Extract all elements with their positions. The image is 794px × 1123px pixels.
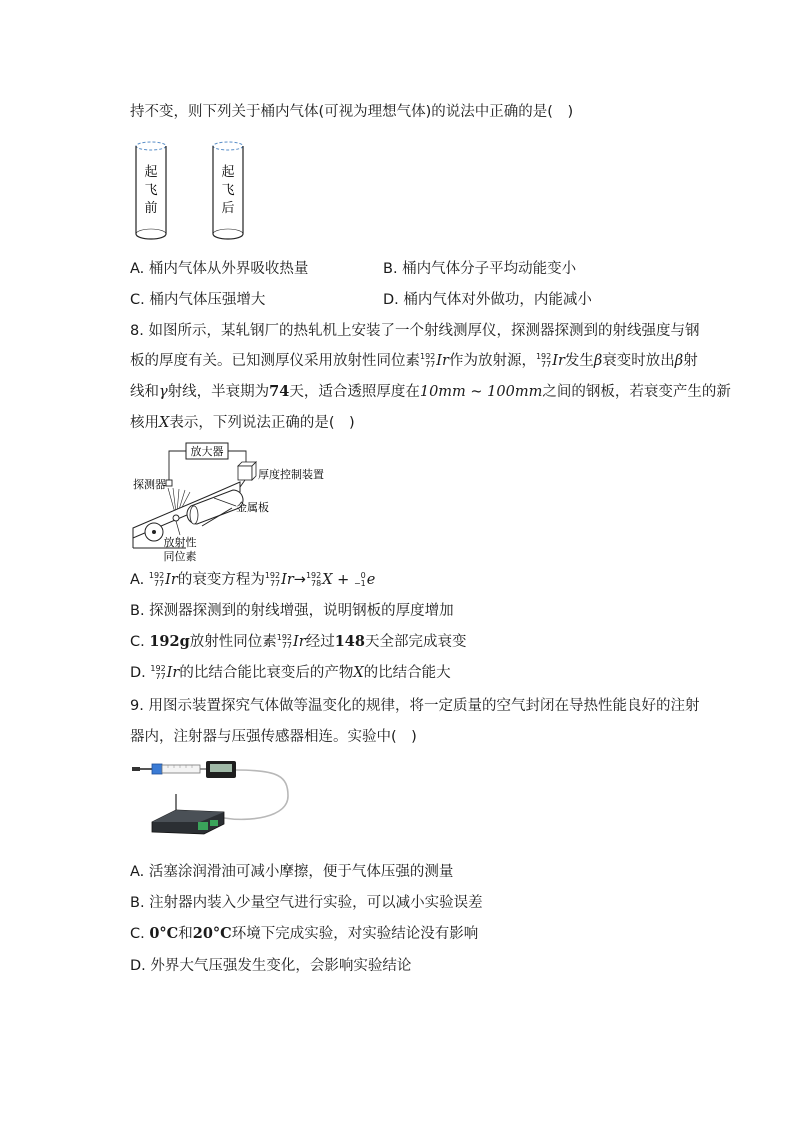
q8-option-c: C. 192g放射性同位素 192 77 Ir经过148天全部完成衰变 (130, 633, 467, 650)
q9-option-b: B. 注射器内装入少量空气进行实验，可以减小实验误差 (130, 895, 483, 911)
source-label-line-2: 同位素 (163, 550, 197, 563)
q9-option-d: D. 外界大气压强发生变化，会影响实验结论 (130, 958, 412, 974)
detector-label: 探测器 (133, 478, 166, 491)
q7-option-b: B. 桶内气体分子平均动能变小 (383, 261, 577, 277)
nuclide-ir: 192 77 Ir (535, 352, 565, 369)
q9-option-a: A. 活塞涂润滑油可减小摩擦，便于气体压强的测量 (130, 864, 454, 880)
after-char-2: 飞 (221, 183, 235, 198)
q7-cylinder-figure (128, 136, 258, 248)
before-char-2: 飞 (144, 183, 158, 198)
amplifier-label: 放大器 (190, 445, 224, 458)
cylinder-after (213, 142, 243, 239)
before-char-1: 起 (144, 165, 158, 180)
q8-option-a: A. 192 77 Ir的衰变方程为 192 77 Ir→ 192 78 X + 0 −1 e (130, 571, 376, 588)
cylinder-before (136, 142, 166, 239)
q8-thickness-gauge-figure (128, 440, 348, 566)
before-char-3: 前 (144, 201, 158, 216)
source-label-line-1: 放射性 (163, 536, 197, 549)
after-char-3: 后 (221, 201, 235, 216)
metal-plate-label: 金属板 (236, 501, 269, 514)
q7-stem: 持不变，则下列关于桶内气体(可视为理想气体)的说法中正确的是( ) (130, 104, 574, 120)
q8-stem-line-1: 8. 如图所示，某轧钢厂的热轧机上安装了一个射线测厚仪，探测器探测到的射线强度与钢 (130, 323, 700, 339)
q8-stem-line-3: 线和γ射线，半衰期为74天，适合透照厚度在10mm ~ 100mm之间的钢板，若衰变产生的新 (130, 383, 731, 400)
after-char-1: 起 (221, 165, 235, 180)
q9-stem-line-1: 9. 用图示装置探究气体做等温变化的规律，将一定质量的空气封闭在导热性能良好的注射 (130, 698, 700, 714)
thickness-device-label: 厚度控制装置 (258, 468, 324, 481)
q7-option-a: A. 桶内气体从外界吸收热量 (130, 261, 309, 277)
q8-stem-line-2: 板的厚度有关。已知测厚仪采用放射性同位素 192 77 Ir作为放射源， 192 77 Ir发生β衰变时放出β射 (130, 352, 698, 369)
q8-stem-line-4: 核用X表示，下列说法正确的是( ) (130, 415, 355, 431)
q9-option-c: C. 0°C和20°C环境下完成实验，对实验结论没有影响 (130, 925, 479, 942)
q7-option-c: C. 桶内气体压强增大 (130, 292, 266, 308)
q7-option-d: D. 桶内气体对外做功，内能减小 (383, 292, 592, 308)
nuclide-ir: 192 77 Ir (420, 352, 449, 369)
q8-option-b: B. 探测器探测到的射线增强，说明钢板的厚度增加 (130, 603, 454, 619)
q9-stem-line-2: 器内，注射器与压强传感器相连。实验中( ) (130, 729, 417, 745)
q8-option-d: D. 192 77 Ir的比结合能比衰变后的产物X的比结合能大 (130, 664, 451, 681)
q9-apparatus-figure (128, 756, 298, 844)
